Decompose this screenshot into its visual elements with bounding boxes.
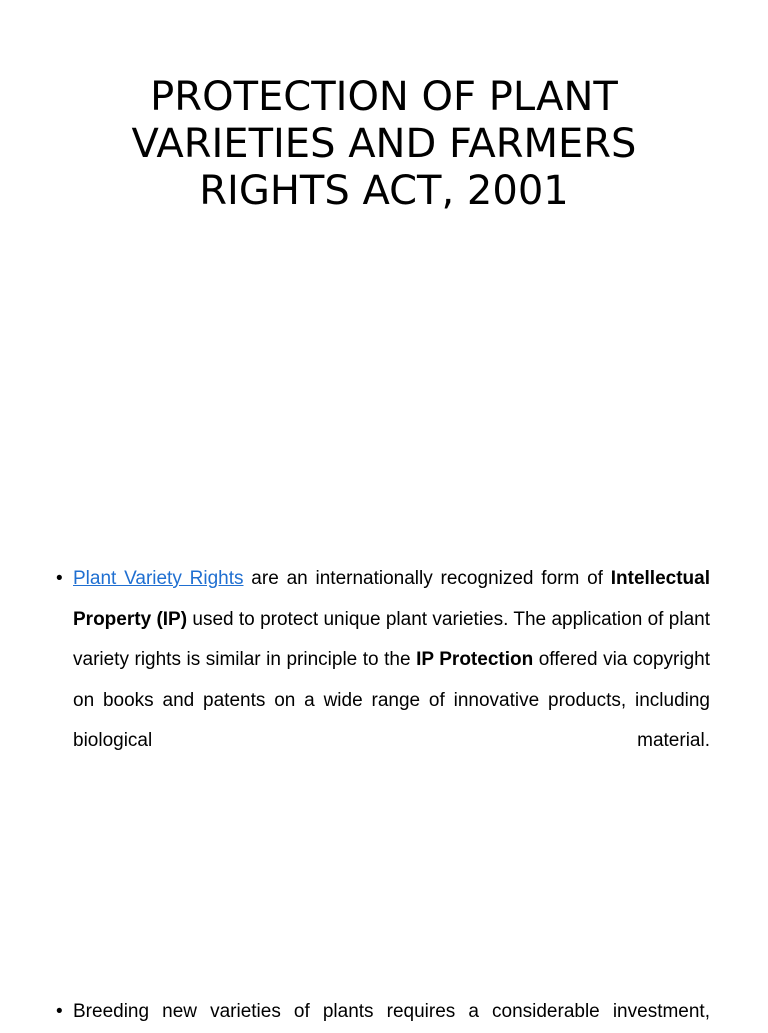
bullet-marker: •	[56, 1001, 63, 1022]
bullet-paragraph: Breeding new varieties of plants requires a considerable investment,	[73, 1001, 710, 1022]
plant-variety-rights-link[interactable]: Plant Variety Rights	[73, 568, 244, 589]
title-line-2: VARIETIES AND FARMERS	[131, 121, 637, 167]
bold-ip-protection: IP Protection	[416, 649, 534, 670]
bullet-paragraph	[73, 559, 710, 762]
bullet-text-segment-1: are an internationally recognized form of	[243, 568, 611, 589]
bullet-marker: •	[56, 568, 63, 589]
bold-intellectual-property: Intellectual Property (IP)	[73, 568, 710, 630]
bullet-breeding-varieties	[56, 992, 710, 1033]
title-line-1: PROTECTION OF PLANT	[150, 74, 618, 120]
bullet-text-segment-3: offered via copyright on books and patents on a wide range of innovative products, including biological material.	[73, 649, 710, 751]
bullet-text-segment-2: used to protect unique plant varieties. The application of plant variety rights is similar in principle to the	[73, 608, 710, 670]
bullet-plant-variety-rights	[56, 559, 710, 762]
title-line-3: RIGHTS ACT, 2001	[199, 168, 569, 214]
slide-title	[60, 74, 708, 215]
